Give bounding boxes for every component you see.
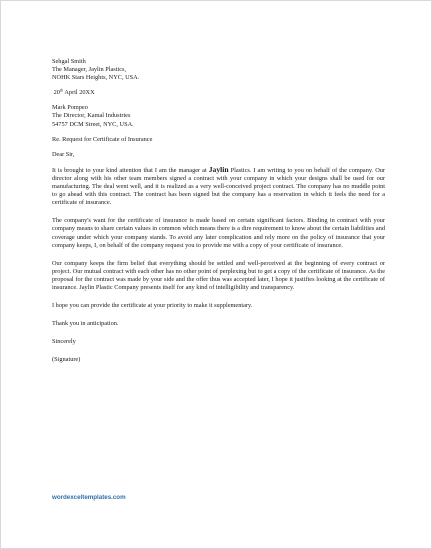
- letter-body: [52, 58, 385, 364]
- sender-name: Sehgal Smith: [52, 58, 86, 65]
- footer-watermark: wordexceltemplates.com: [52, 494, 126, 501]
- recipient-title: The Director, Kamal Industries: [52, 112, 131, 120]
- paragraph-4: I hope you can provide the certificate at your priority to make it supplementary.: [52, 302, 253, 310]
- paragraph-1: It is brought to your kind attention that I am the manager at Jaylin Plastics. I am writing to you on behalf of the company. Our director along with his other team members signed a contract with your company in which your designs shall be used for our manufacturing. The deal went well, and it is realized as a very well-conceived project contract. The company has no muddle point to go ahead with this contract. The contract has been signed but the company has a reservation in which it feels the need for a certificate of insurance.: [52, 164, 385, 207]
- recipient-address: 54757 DCM Street, NYC, USA.: [52, 120, 134, 128]
- thanks-line: Thank you in anticipation.: [52, 320, 119, 328]
- signature: (Signature): [52, 356, 81, 364]
- paragraph-2: The company's want for the certificate of insurance is made based on certain significant factors. Binding in contract with your company means to share certain values in common which means there is a dire requirement to know about the certain liabilities and coverage under which your company stands. To avoid any later complication and rely more on the policy of insurance that your company keeps, I, on behalf of the company request you to provide me with a copy of your certificate of insurance.: [52, 217, 385, 249]
- subject-line: Re. Request for Certificate of Insurance: [52, 135, 153, 143]
- company-name: Jaylin: [208, 164, 229, 174]
- salutation: Dear Sir,: [52, 150, 75, 158]
- letter-date: 20th April 20XX: [53, 87, 95, 97]
- paragraph-3: Our company keeps the firm belief that everything should be settled and well-perceived at the beginning of every contract or project. Our mutual contract with each other has no other point of perplexing but to get a copy of the certificate of insurance. As the proposal for the contract was made by your side and the offer thus was accepted later, I hope it justifies looking at the certificate of insurance. Jaylin Plastic Company presents itself for any kind of intelligibility and transparency.: [52, 259, 385, 291]
- sender-title: The Manager, Jaylin Plastics,: [52, 66, 127, 74]
- closing: Sincerely: [52, 338, 76, 346]
- sender-address: NOHK Stars Heights, NYC, USA.: [52, 74, 140, 82]
- recipient-block: [52, 104, 385, 128]
- sender-block: [52, 58, 385, 82]
- recipient-name: Mark Pompeo: [52, 104, 88, 112]
